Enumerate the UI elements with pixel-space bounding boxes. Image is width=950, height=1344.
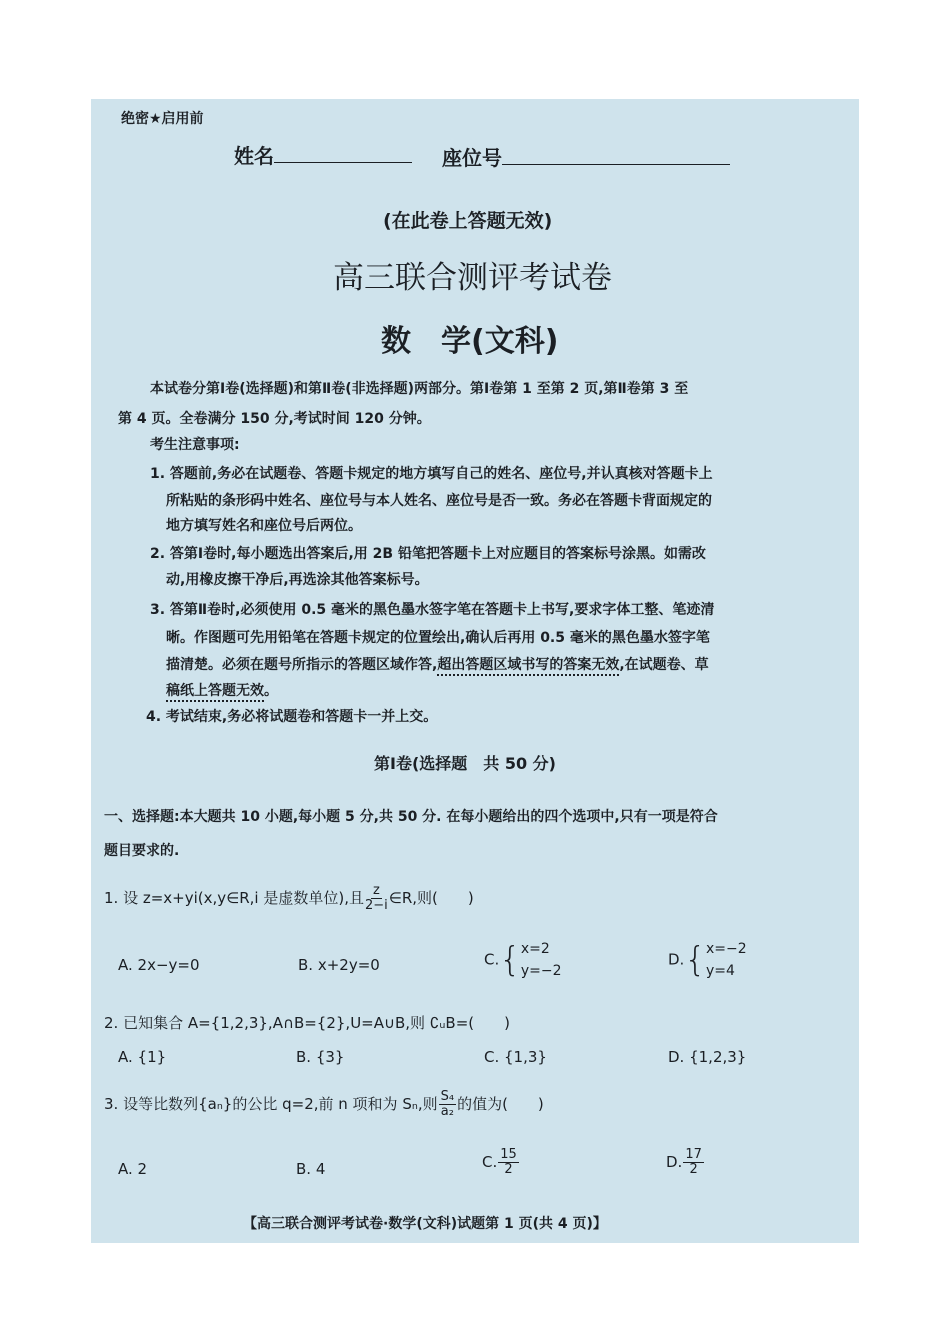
q1-option-c-system [521,938,562,982]
q3-option-a: A. 2 [118,1160,148,1178]
q1-frac-den: 2−i [364,898,388,913]
brace-icon: { [499,940,521,980]
note-1-line-1: 1. 答题前,务必在试题卷、答题卡规定的地方填写自己的姓名、座位号,并认真核对答题卡上 [150,466,713,482]
page-footer: 【高三联合测评考试卷·数学(文科)试题第 1 页(共 4 页)】 [243,1216,607,1232]
note-1-line-3: 地方填写姓名和座位号后两位。 [166,518,362,534]
q2-option-b: B. {3} [296,1048,345,1066]
subject-title: 数 学(文科) [381,324,559,359]
q1-option-d-label: D. [668,950,685,969]
q1-stem-text: 1. 设 z=x+yi(x,y∈R,i 是虚数单位),且 [104,889,364,907]
emphasis-draft-invalid: 稿纸上答题无效 [166,683,264,702]
note-3-line-2: 晰。作图题可先用铅笔在答题卡规定的位置绘出,确认后再用 0.5 毫米的黑色墨水签字笔 [166,630,710,646]
note-3-line-3-text: 描清楚。必须在题号所指示的答题区域作答, [166,657,438,673]
secret-label: 绝密★启用前 [121,111,204,127]
q3-option-c-den: 2 [504,1162,513,1177]
q3-stem-end: 的值为( ) [457,1095,544,1113]
q3-frac-num: S₄ [440,1089,455,1104]
q1-option-a: A. 2x−y=0 [118,956,200,974]
q3-fraction [439,1090,456,1119]
note-1-line-2: 所粘贴的条形码中姓名、座位号与本人姓名、座位号是否一致。务必在答题卡背面规定的 [166,493,712,509]
note-3-line-3-tail: ,在试题卷、草 [619,657,709,673]
q1-fraction [365,884,388,913]
q3-option-b: B. 4 [296,1160,326,1178]
q3-stem [104,1090,544,1119]
emphasis-invalid-answer: 超出答题区域书写的答案无效 [437,657,619,676]
q1-frac-num: z [372,883,380,898]
q1-option-d [668,938,747,982]
q1-option-c [484,938,562,982]
note-3-line-4-end: 。 [264,683,278,699]
brace-icon: { [684,940,706,980]
q2-option-d: D. {1,2,3} [668,1048,747,1066]
section-title: 第Ⅰ卷(选择题 共 50 分) [374,754,556,773]
note-2-line-1: 2. 答第Ⅰ卷时,每小题选出答案后,用 2B 铅笔把答题卡上对应题目的答案标号涂黑。如需改 [150,546,706,562]
q2-option-a: A. {1} [118,1048,167,1066]
q3-option-c [482,1148,520,1177]
seat-field [442,142,730,171]
q1-option-d-eq2: y=4 [705,963,735,979]
q1-option-d-system [706,938,747,982]
q3-option-d-fraction [683,1148,704,1177]
name-field [234,140,412,169]
note-4: 4. 考试结束,务必将试题卷和答题卡一并上交。 [146,709,438,725]
note-3-line-1: 3. 答第Ⅱ卷时,必须使用 0.5 毫米的黑色墨水签字笔在答题卡上书写,要求字体工整、笔迹清 [150,602,715,618]
q3-option-d-label: D. [666,1153,683,1171]
intro-line-2: 第 4 页。全卷满分 150 分,考试时间 120 分钟。 [118,411,431,427]
q1-option-b: B. x+2y=0 [298,956,380,974]
note-2-line-2: 动,用橡皮擦干净后,再选涂其他答案标号。 [166,572,429,588]
intro-line-1: 本试卷分第Ⅰ卷(选择题)和第Ⅱ卷(非选择题)两部分。第Ⅰ卷第 1 至第 2 页,第Ⅱ卷第 3 至 [150,381,689,397]
q3-option-d-den: 2 [689,1162,698,1177]
seat-blank [502,146,730,165]
note-3-line-3 [166,654,709,674]
seat-label: 座位号 [442,146,502,170]
q3-option-c-label: C. [482,1153,498,1171]
name-label: 姓名 [234,144,274,168]
notes-heading: 考生注意事项: [150,437,240,453]
section-intro-1: 一、选择题:本大题共 10 小题,每小题 5 分,共 50 分. 在每小题给出的四个选项中,只有一项是符合 [104,809,718,825]
q2-option-c: C. {1,3} [484,1048,547,1066]
q3-frac-den: a₂ [440,1104,454,1119]
q1-option-c-eq2: y=−2 [520,963,562,979]
q3-option-c-num: 15 [500,1147,517,1162]
section-intro-2: 题目要求的. [104,843,180,859]
q3-stem-text: 3. 设等比数列{aₙ}的公比 q=2,前 n 项和为 Sₙ,则 [104,1095,438,1113]
q3-option-d [666,1148,705,1177]
note-3-line-4 [166,680,278,700]
q1-stem [104,884,474,913]
exam-title: 高三联合测评考试卷 [333,260,612,296]
q3-option-c-fraction [498,1148,519,1177]
q1-option-c-eq1: x=2 [520,941,550,957]
q1-stem-end: ∈R,则( ) [388,889,474,907]
name-blank [274,144,412,163]
q2-stem: 2. 已知集合 A={1,2,3},A∩B={2},U=A∪B,则 ∁ᵤB=( ) [104,1014,510,1032]
q1-option-c-label: C. [484,950,500,969]
q1-option-d-eq1: x=−2 [705,941,747,957]
invalid-notice: (在此卷上答题无效) [383,210,553,232]
q3-option-d-num: 17 [685,1147,702,1162]
